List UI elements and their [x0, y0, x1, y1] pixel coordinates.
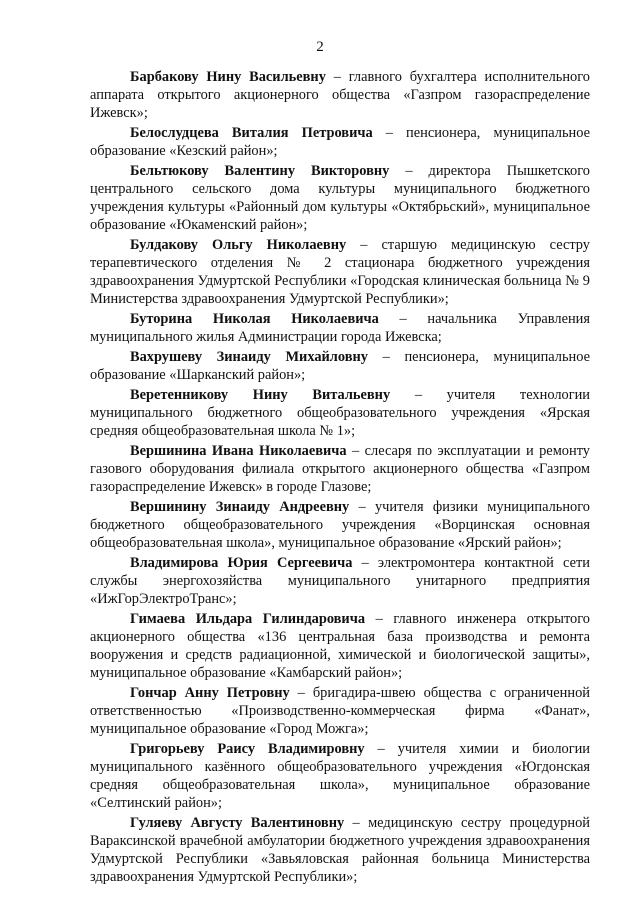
list-item — [90, 348, 590, 384]
person-description: – учителя технологии муниципального бюджетного общеобразовательного учреждения «Ярская средняя общеобразовательная школа № 1»; — [90, 387, 591, 439]
list-item — [90, 740, 590, 812]
person-name: Григорьеву Раису Владимировну — [130, 741, 365, 757]
person-name: Гончар Анну Петровну — [130, 685, 290, 701]
list-item — [90, 68, 590, 122]
list-item — [90, 684, 590, 738]
list-item — [90, 162, 590, 234]
person-name: Владимирова Юрия Сергеевича — [130, 555, 353, 571]
person-name: Вершинина Ивана Николаевича — [130, 443, 347, 459]
person-name: Веретенникову Нину Витальевну — [130, 387, 391, 403]
list-item — [90, 554, 590, 608]
person-description: – главного инженера открытого акционерного общества «136 центральная база производства и ремонта вооружения и средств радиационной, химической и биологической защиты», муниципальное образование «Камбарский район»; — [90, 611, 590, 681]
person-description: – пенсионера, муниципальное образование «Шарканский район»; — [90, 349, 590, 383]
person-name: Бельтюкову Валентину Викторовну — [130, 163, 390, 179]
person-description: – электромонтера контактной сети службы энергохозяйства муниципального унитарного предприятия «ИжГорЭлектроТранс»; — [90, 555, 590, 607]
person-description: – медицинскую сестру процедурной Вараксинской врачебной амбулатории бюджетного учреждения здравоохранения Удмуртской Республики «Завьяловская районная больница Министерства здравоохранения Удмуртской Республики»; — [90, 815, 590, 885]
person-name: Булдакову Ольгу Николаевну — [130, 237, 347, 253]
list-item — [90, 386, 590, 440]
person-name: Гимаева Ильдара Гилиндаровича — [130, 611, 366, 627]
person-description: – пенсионера, муниципальное образование «Кезский район»; — [90, 125, 590, 159]
person-name: Вершинину Зинаиду Андреевну — [130, 499, 350, 515]
list-item — [90, 310, 590, 346]
person-description: – начальника Управления муниципального жилья Администрации города Ижевска; — [90, 311, 591, 345]
person-description: – главного бухгалтера исполнительного аппарата открытого акционерного общества «Газпром газораспределение Ижевск»; — [90, 69, 590, 121]
person-description: – слесаря по эксплуатации и ремонту газового оборудования филиала открытого акционерного общества «Газпром газораспределение Ижевск» в городе Глазове; — [90, 443, 590, 495]
person-description: – учителя химии и биологии муниципального казённого общеобразовательного учреждения «Югдонская средняя общеобразовательная школа», муниципальное образование «Селтинский район»; — [90, 741, 590, 811]
person-description: – директора Пышкетского центрального сельского дома культуры муниципального бюджетного учреждения культуры «Районный дом культуры «Октябрьский», муниципальное образование «Юкаменский район»; — [90, 163, 590, 233]
person-name: Буторина Николая Николаевича — [130, 311, 379, 327]
page-number: 2 — [316, 39, 324, 55]
list-item — [90, 610, 590, 682]
person-name: Белослудцева Виталия Петровича — [130, 125, 373, 141]
list-item — [90, 498, 590, 552]
person-name: Гуляеву Августу Валентиновну — [130, 815, 345, 831]
person-name: Вахрушеву Зинаиду Михайловну — [130, 349, 368, 365]
list-item — [90, 442, 590, 496]
person-name: Барбакову Нину Васильевну — [130, 69, 326, 85]
person-description: – старшую медицинскую сестру терапевтического отделения № 2 стационара бюджетного учреждения здравоохранения Удмуртской Республики «Городская клиническая больница № 9 Министерства здравоохранения Удмуртской Республики»; — [90, 237, 590, 307]
person-description: – бригадира-швею общества с ограниченной ответственностью «Производственно-коммерческая фирма «Фанат», муниципальное образование «Город Можга»; — [90, 685, 590, 737]
list-item — [90, 814, 590, 886]
person-description: – учителя физики муниципального бюджетного общеобразовательного учреждения «Ворцинская основная общеобразовательная школа», муниципальное образование «Ярский район»; — [90, 499, 590, 551]
list-item — [90, 124, 590, 160]
document-body — [90, 68, 590, 888]
list-item — [90, 236, 590, 308]
